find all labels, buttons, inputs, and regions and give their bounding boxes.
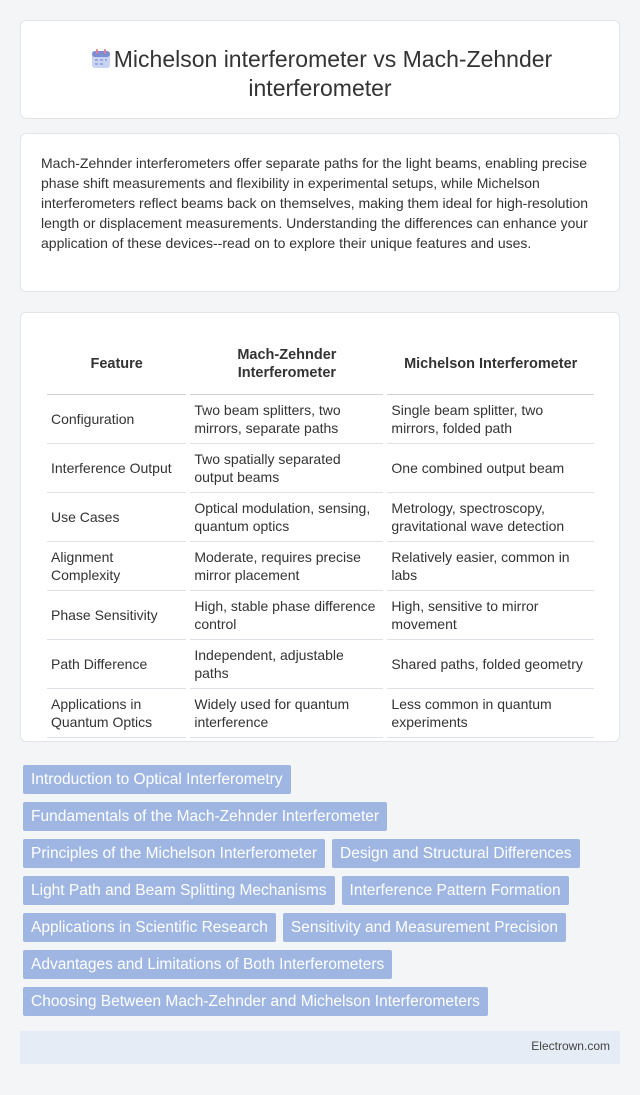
table-cell: Single beam splitter, two mirrors, folded path [387,395,594,444]
topic-tags [23,765,613,1024]
footer-site-name[interactable]: Electrown.com [531,1039,610,1053]
table-cell: Optical modulation, sensing, quantum optics [190,493,383,542]
table-cell: Metrology, spectroscopy, gravitational wave detection [387,493,594,542]
table-cell: Widely used for quantum interference [190,689,383,738]
tag-row [23,839,613,868]
tag-row [23,913,613,942]
table-row [47,493,594,542]
table-cell: Less common in quantum experiments [387,689,594,738]
comparison-table-card [20,312,620,742]
topic-tag[interactable]: Fundamentals of the Mach-Zehnder Interferometer [23,802,387,831]
summary-card [20,133,620,292]
comparison-table [43,333,598,738]
tag-row [23,987,613,1016]
table-cell: Alignment Complexity [47,542,186,591]
table-header-cell: Mach-Zehnder Interferometer [190,333,383,395]
tag-row [23,876,613,905]
table-row [47,542,594,591]
footer [20,1031,620,1064]
table-cell: Path Difference [47,640,186,689]
topic-tag[interactable]: Choosing Between Mach-Zehnder and Michelson Interferometers [23,987,488,1016]
table-cell: Two beam splitters, two mirrors, separate paths [190,395,383,444]
table-cell: Applications in Quantum Optics [47,689,186,738]
table-row [47,591,594,640]
tag-row [23,950,613,979]
summary-text: Mach-Zehnder interferometers offer separate paths for the light beams, enabling precise phase shift measurements and flexibility in experimental setups, while Michelson interferometers reflect beams back on themselves, making them ideal for high-resolution length or displacement measurements. Understanding the differences can enhance your application of these devices--read on to explore their unique features and uses. [41,155,589,251]
table-cell: One combined output beam [387,444,594,493]
page-title [21,45,619,103]
topic-tag[interactable]: Design and Structural Differences [332,839,579,868]
table-header-cell: Michelson Interferometer [387,333,594,395]
table-header-row [47,333,594,395]
topic-tag[interactable]: Interference Pattern Formation [342,876,569,905]
header-card [20,20,620,119]
table-row [47,640,594,689]
page-title-line2: interferometer [248,75,392,101]
topic-tag[interactable]: Applications in Scientific Research [23,913,276,942]
table-cell: High, sensitive to mirror movement [387,591,594,640]
tag-row [23,765,613,794]
topic-tag[interactable]: Advantages and Limitations of Both Interferometers [23,950,392,979]
page-title-line1: Michelson interferometer vs Mach-Zehnder [113,46,553,72]
table-cell: Relatively easier, common in labs [387,542,594,591]
topic-tag[interactable]: Principles of the Michelson Interferometer [23,839,325,868]
table-cell: Interference Output [47,444,186,493]
table-cell: Two spatially separated output beams [190,444,383,493]
table-row [47,444,594,493]
table-row [47,395,594,444]
table-cell: High, stable phase difference control [190,591,383,640]
table-cell: Use Cases [47,493,186,542]
topic-tag[interactable]: Light Path and Beam Splitting Mechanisms [23,876,335,905]
table-cell: Shared paths, folded geometry [387,640,594,689]
topic-tag[interactable]: Sensitivity and Measurement Precision [283,913,566,942]
table-cell: Phase Sensitivity [47,591,186,640]
table-cell: Moderate, requires precise mirror placement [190,542,383,591]
table-cell: Configuration [47,395,186,444]
tag-row [23,802,613,831]
table-cell: Independent, adjustable paths [190,640,383,689]
topic-tag[interactable]: Introduction to Optical Interferometry [23,765,291,794]
table-row [47,689,594,738]
table-header-cell: Feature [47,333,186,395]
